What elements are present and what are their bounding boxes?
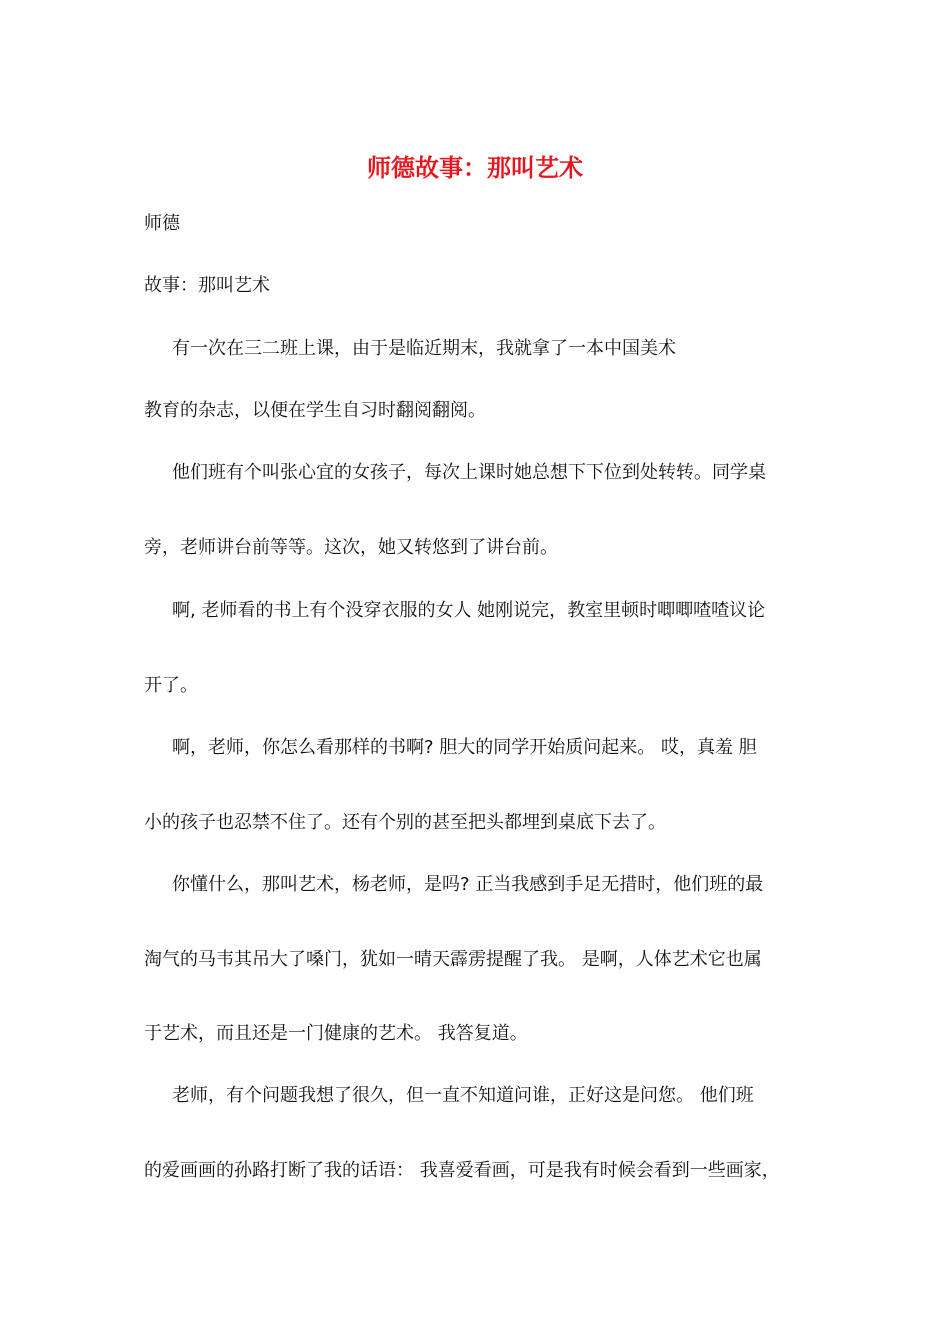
text-line: 开了。 xyxy=(144,675,198,696)
text-line: 教育的杂志，以便在学生自习时翻阅翻阅。 xyxy=(144,400,486,421)
paragraph-first-line: 有一次在三二班上课，由于是临近期末，我就拿了一本中国美术 xyxy=(172,338,676,359)
paragraph-first-line: 他们班有个叫张心宜的女孩子，每次上课时她总想下下位到处转转。同学桌 xyxy=(172,462,766,483)
text-line: 于艺术，而且还是一门健康的艺术。 我答复道。 xyxy=(144,1023,528,1044)
text-line: 师德 xyxy=(144,213,180,234)
text-line: 小的孩子也忍禁不住了。还有个别的甚至把头都埋到桌底下去了。 xyxy=(144,812,666,833)
paragraph-first-line: 啊, 老师看的书上有个没穿衣服的女人 她刚说完，教室里顿时唧唧喳喳议论 xyxy=(172,600,766,621)
text-line: 旁，老师讲台前等等。这次，她又转悠到了讲台前。 xyxy=(144,537,558,558)
text-line: 故事：那叫艺术 xyxy=(144,275,270,296)
text-line: 淘气的马韦其吊大了嗓门，犹如一晴天霹雳提醒了我。 是啊，人体艺术它也属 xyxy=(144,949,762,970)
paragraph-first-line: 老师，有个问题我想了很久，但一直不知道问谁，正好这是问您。 他们班 xyxy=(172,1085,754,1106)
paragraph-first-line: 啊，老师，你怎么看那样的书啊? 胆大的同学开始质问起来。 哎，真羞 胆 xyxy=(172,737,757,758)
text-line: 的爱画画的孙路打断了我的话语： 我喜爱看画，可是我有时候会看到一些画家， xyxy=(144,1160,780,1181)
paragraph-first-line: 你懂什么，那叫艺术，杨老师，是吗? 正当我感到手足无措时，他们班的最 xyxy=(172,874,764,895)
document-title: 师德故事：那叫艺术 xyxy=(367,153,583,182)
